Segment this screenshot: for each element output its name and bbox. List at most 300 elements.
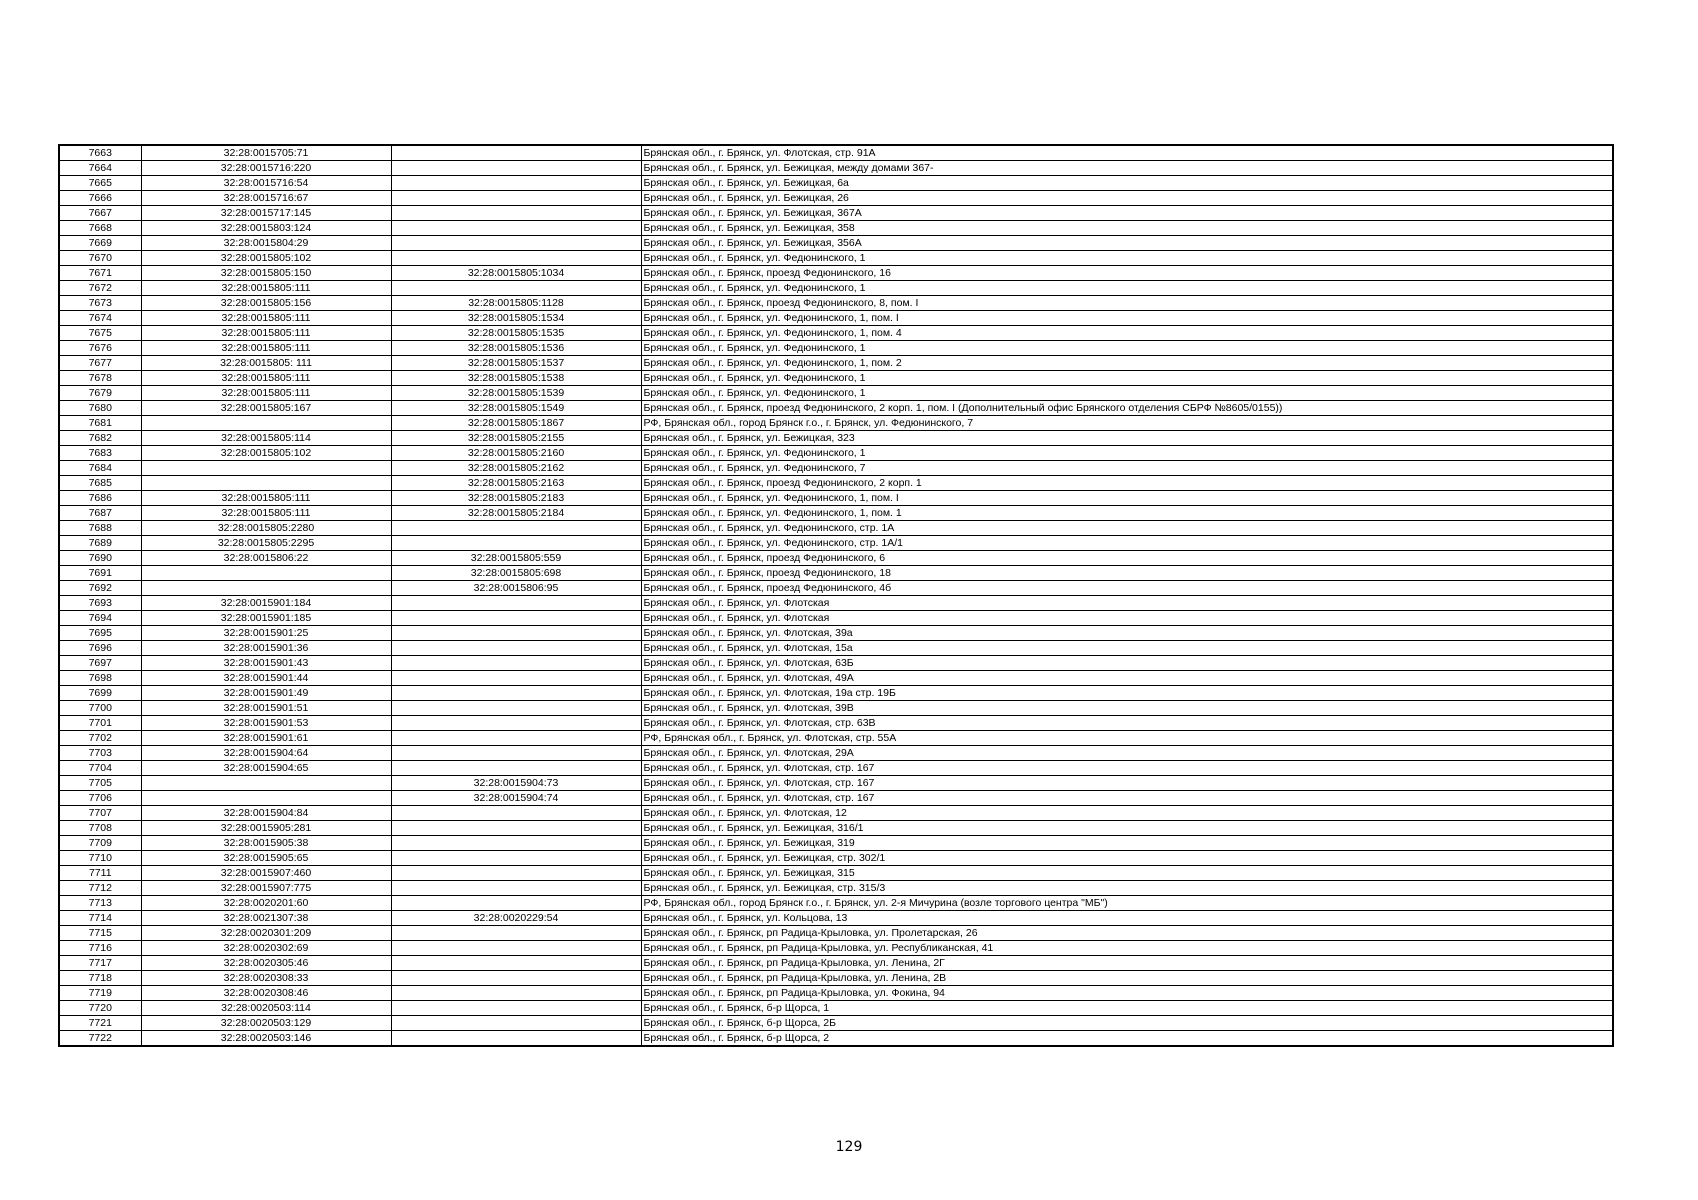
- building-number-cell: 32:28:0015805:1536: [391, 341, 641, 356]
- row-number-cell: 7708: [59, 821, 141, 836]
- land-plot-number-cell: 32:28:0015901:36: [141, 641, 391, 656]
- table-row: [59, 145, 1613, 161]
- address-cell: Брянская обл., г. Брянск, проезд Федюнинского, 2 корп. 1, пом. I (Дополнительный офис Брянского отделения СБРФ №8605/0155)): [641, 401, 1613, 416]
- row-number-cell: 7718: [59, 971, 141, 986]
- row-number-cell: 7663: [59, 145, 141, 161]
- building-number-cell: [391, 881, 641, 896]
- building-number-cell: [391, 821, 641, 836]
- building-number-cell: 32:28:0015805:1539: [391, 386, 641, 401]
- building-number-cell: [391, 221, 641, 236]
- row-number-cell: 7698: [59, 671, 141, 686]
- building-number-cell: [391, 251, 641, 266]
- table-row: [59, 881, 1613, 896]
- table-row: [59, 686, 1613, 701]
- building-number-cell: 32:28:0015805:559: [391, 551, 641, 566]
- land-plot-number-cell: 32:28:0015904:64: [141, 746, 391, 761]
- land-plot-number-cell: 32:28:0015905:65: [141, 851, 391, 866]
- table-row: [59, 521, 1613, 536]
- address-cell: Брянская обл., г. Брянск, рп Радица-Крыловка, ул. Пролетарская, 26: [641, 926, 1613, 941]
- row-number-cell: 7682: [59, 431, 141, 446]
- building-number-cell: 32:28:0015805:1549: [391, 401, 641, 416]
- table-row: [59, 536, 1613, 551]
- building-number-cell: [391, 686, 641, 701]
- land-plot-number-cell: 32:28:0020201:60: [141, 896, 391, 911]
- table-row: [59, 251, 1613, 266]
- building-number-cell: [391, 866, 641, 881]
- row-number-cell: 7710: [59, 851, 141, 866]
- address-cell: Брянская обл., г. Брянск, ул. Бежицкая, 319: [641, 836, 1613, 851]
- row-number-cell: 7665: [59, 176, 141, 191]
- address-cell: Брянская обл., г. Брянск, ул. Флотская, 29А: [641, 746, 1613, 761]
- table-row: [59, 731, 1613, 746]
- building-number-cell: [391, 956, 641, 971]
- building-number-cell: [391, 536, 641, 551]
- address-cell: Брянская обл., г. Брянск, ул. Федюнинского, 1: [641, 341, 1613, 356]
- land-plot-number-cell: 32:28:0015805:111: [141, 491, 391, 506]
- table-row: [59, 851, 1613, 866]
- building-number-cell: 32:28:0015805:1537: [391, 356, 641, 371]
- table-row: [59, 386, 1613, 401]
- table-row: [59, 776, 1613, 791]
- address-cell: Брянская обл., г. Брянск, рп Радица-Крыловка, ул. Ленина, 2В: [641, 971, 1613, 986]
- table-row: [59, 716, 1613, 731]
- row-number-cell: 7691: [59, 566, 141, 581]
- land-plot-number-cell: 32:28:0020302:69: [141, 941, 391, 956]
- row-number-cell: 7720: [59, 1001, 141, 1016]
- table-row: [59, 746, 1613, 761]
- land-plot-number-cell: 32:28:0015805:111: [141, 371, 391, 386]
- land-plot-number-cell: 32:28:0020305:46: [141, 956, 391, 971]
- row-number-cell: 7680: [59, 401, 141, 416]
- address-cell: Брянская обл., г. Брянск, ул. Бежицкая, 356А: [641, 236, 1613, 251]
- building-number-cell: [391, 851, 641, 866]
- address-cell: Брянская обл., г. Брянск, проезд Федюнинского, 18: [641, 566, 1613, 581]
- row-number-cell: 7703: [59, 746, 141, 761]
- address-cell: Брянская обл., г. Брянск, ул. Федюнинского, стр. 1А: [641, 521, 1613, 536]
- land-plot-number-cell: 32:28:0015805:111: [141, 506, 391, 521]
- address-cell: Брянская обл., г. Брянск, рп Радица-Крыловка, ул. Республиканская, 41: [641, 941, 1613, 956]
- land-plot-number-cell: 32:28:0015901:184: [141, 596, 391, 611]
- land-plot-number-cell: 32:28:0015805:111: [141, 326, 391, 341]
- address-cell: Брянская обл., г. Брянск, ул. Федюнинского, стр. 1А/1: [641, 536, 1613, 551]
- land-plot-number-cell: 32:28:0015904:65: [141, 761, 391, 776]
- table-row: [59, 461, 1613, 476]
- land-plot-number-cell: [141, 581, 391, 596]
- building-number-cell: [391, 716, 641, 731]
- address-cell: Брянская обл., г. Брянск, ул. Флотская, 15а: [641, 641, 1613, 656]
- table-row: [59, 416, 1613, 431]
- land-plot-number-cell: 32:28:0015805:111: [141, 386, 391, 401]
- table-row: [59, 626, 1613, 641]
- table-row: [59, 476, 1613, 491]
- building-number-cell: 32:28:0015805:2184: [391, 506, 641, 521]
- row-number-cell: 7693: [59, 596, 141, 611]
- land-plot-number-cell: 32:28:0015806:22: [141, 551, 391, 566]
- address-cell: Брянская обл., г. Брянск, ул. Федюнинского, 1, пом. 4: [641, 326, 1613, 341]
- table-row: [59, 491, 1613, 506]
- land-plot-number-cell: 32:28:0015805:2280: [141, 521, 391, 536]
- row-number-cell: 7685: [59, 476, 141, 491]
- table-row: [59, 956, 1613, 971]
- address-cell: Брянская обл., г. Брянск, ул. Федюнинского, 1, пом. 1: [641, 506, 1613, 521]
- table-row: [59, 806, 1613, 821]
- address-cell: Брянская обл., г. Брянск, ул. Бежицкая, 316/1: [641, 821, 1613, 836]
- address-cell: Брянская обл., г. Брянск, ул. Флотская: [641, 611, 1613, 626]
- land-plot-number-cell: 32:28:0015907:775: [141, 881, 391, 896]
- row-number-cell: 7700: [59, 701, 141, 716]
- row-number-cell: 7688: [59, 521, 141, 536]
- table-row: [59, 1001, 1613, 1016]
- building-number-cell: [391, 836, 641, 851]
- building-number-cell: 32:28:0015805:2162: [391, 461, 641, 476]
- address-cell: Брянская обл., г. Брянск, ул. Бежицкая, 6а: [641, 176, 1613, 191]
- address-cell: Брянская обл., г. Брянск, ул. Флотская, 12: [641, 806, 1613, 821]
- land-plot-number-cell: 32:28:0020503:146: [141, 1031, 391, 1047]
- row-number-cell: 7675: [59, 326, 141, 341]
- table-row: [59, 281, 1613, 296]
- building-number-cell: [391, 1031, 641, 1047]
- row-number-cell: 7702: [59, 731, 141, 746]
- table-row: [59, 701, 1613, 716]
- land-plot-number-cell: 32:28:0015805: 111: [141, 356, 391, 371]
- address-cell: Брянская обл., г. Брянск, ул. Бежицкая, 323: [641, 431, 1613, 446]
- row-number-cell: 7687: [59, 506, 141, 521]
- row-number-cell: 7677: [59, 356, 141, 371]
- row-number-cell: 7683: [59, 446, 141, 461]
- row-number-cell: 7679: [59, 386, 141, 401]
- land-plot-number-cell: 32:28:0015716:54: [141, 176, 391, 191]
- address-cell: Брянская обл., г. Брянск, ул. Федюнинского, 1, пом. 2: [641, 356, 1613, 371]
- land-plot-number-cell: 32:28:0015805:102: [141, 251, 391, 266]
- row-number-cell: 7697: [59, 656, 141, 671]
- row-number-cell: 7709: [59, 836, 141, 851]
- building-number-cell: [391, 611, 641, 626]
- address-cell: Брянская обл., г. Брянск, б-р Щорса, 1: [641, 1001, 1613, 1016]
- row-number-cell: 7722: [59, 1031, 141, 1047]
- row-number-cell: 7672: [59, 281, 141, 296]
- table-row: [59, 941, 1613, 956]
- land-plot-number-cell: 32:28:0015904:84: [141, 806, 391, 821]
- address-cell: Брянская обл., г. Брянск, ул. Бежицкая, 358: [641, 221, 1613, 236]
- building-number-cell: [391, 701, 641, 716]
- address-cell: Брянская обл., г. Брянск, б-р Щорса, 2: [641, 1031, 1613, 1047]
- address-cell: Брянская обл., г. Брянск, ул. Федюнинского, 1, пом. I: [641, 311, 1613, 326]
- table-row: [59, 176, 1613, 191]
- address-cell: Брянская обл., г. Брянск, ул. Флотская, стр. 167: [641, 791, 1613, 806]
- table-row: [59, 836, 1613, 851]
- address-cell: Брянская обл., г. Брянск, ул. Федюнинского, 1: [641, 281, 1613, 296]
- building-number-cell: 32:28:0015904:74: [391, 791, 641, 806]
- row-number-cell: 7716: [59, 941, 141, 956]
- building-number-cell: [391, 896, 641, 911]
- table-row: [59, 266, 1613, 281]
- land-plot-number-cell: 32:28:0015805:111: [141, 341, 391, 356]
- address-cell: Брянская обл., г. Брянск, ул. Бежицкая, 367А: [641, 206, 1613, 221]
- building-number-cell: [391, 806, 641, 821]
- address-cell: Брянская обл., г. Брянск, ул. Бежицкая, стр. 302/1: [641, 851, 1613, 866]
- building-number-cell: 32:28:0015805:698: [391, 566, 641, 581]
- building-number-cell: 32:28:0015805:1538: [391, 371, 641, 386]
- table-row: [59, 641, 1613, 656]
- land-plot-number-cell: 32:28:0015717:145: [141, 206, 391, 221]
- building-number-cell: [391, 626, 641, 641]
- building-number-cell: [391, 941, 641, 956]
- row-number-cell: 7666: [59, 191, 141, 206]
- address-cell: Брянская обл., г. Брянск, ул. Флотская, 39а: [641, 626, 1613, 641]
- land-plot-number-cell: 32:28:0020308:33: [141, 971, 391, 986]
- land-plot-number-cell: 32:28:0021307:38: [141, 911, 391, 926]
- address-cell: Брянская обл., г. Брянск, б-р Щорса, 2Б: [641, 1016, 1613, 1031]
- row-number-cell: 7667: [59, 206, 141, 221]
- land-plot-number-cell: 32:28:0015804:29: [141, 236, 391, 251]
- row-number-cell: 7714: [59, 911, 141, 926]
- land-plot-number-cell: 32:28:0015805:150: [141, 266, 391, 281]
- table-row: [59, 206, 1613, 221]
- row-number-cell: 7686: [59, 491, 141, 506]
- land-plot-number-cell: 32:28:0015901:185: [141, 611, 391, 626]
- land-plot-number-cell: 32:28:0015901:49: [141, 686, 391, 701]
- address-cell: Брянская обл., г. Брянск, ул. Федюнинского, 1: [641, 371, 1613, 386]
- building-number-cell: 32:28:0015805:1128: [391, 296, 641, 311]
- table-row: [59, 446, 1613, 461]
- address-cell: Брянская обл., г. Брянск, проезд Федюнинского, 6: [641, 551, 1613, 566]
- building-number-cell: [391, 596, 641, 611]
- address-cell: Брянская обл., г. Брянск, ул. Бежицкая, стр. 315/3: [641, 881, 1613, 896]
- table-row: [59, 326, 1613, 341]
- address-cell: Брянская обл., г. Брянск, проезд Федюнинского, 4б: [641, 581, 1613, 596]
- address-cell: Брянская обл., г. Брянск, проезд Федюнинского, 2 корп. 1: [641, 476, 1613, 491]
- table-row: [59, 1016, 1613, 1031]
- address-cell: РФ, Брянская обл., г. Брянск, ул. Флотская, стр. 55А: [641, 731, 1613, 746]
- row-number-cell: 7694: [59, 611, 141, 626]
- building-number-cell: [391, 986, 641, 1001]
- row-number-cell: 7717: [59, 956, 141, 971]
- land-plot-number-cell: [141, 461, 391, 476]
- land-plot-number-cell: 32:28:0020503:114: [141, 1001, 391, 1016]
- address-cell: Брянская обл., г. Брянск, ул. Флотская: [641, 596, 1613, 611]
- row-number-cell: 7701: [59, 716, 141, 731]
- address-cell: Брянская обл., г. Брянск, ул. Флотская, 63Б: [641, 656, 1613, 671]
- land-plot-number-cell: 32:28:0015716:220: [141, 161, 391, 176]
- row-number-cell: 7690: [59, 551, 141, 566]
- building-number-cell: [391, 731, 641, 746]
- address-cell: Брянская обл., г. Брянск, ул. Флотская, 49А: [641, 671, 1613, 686]
- row-number-cell: 7668: [59, 221, 141, 236]
- land-plot-number-cell: [141, 476, 391, 491]
- row-number-cell: 7696: [59, 641, 141, 656]
- table-row: [59, 896, 1613, 911]
- address-cell: Брянская обл., г. Брянск, проезд Федюнинского, 16: [641, 266, 1613, 281]
- row-number-cell: 7664: [59, 161, 141, 176]
- land-plot-number-cell: 32:28:0015805:111: [141, 311, 391, 326]
- row-number-cell: 7692: [59, 581, 141, 596]
- address-cell: Брянская обл., г. Брянск, ул. Бежицкая, между домами 367-: [641, 161, 1613, 176]
- row-number-cell: 7681: [59, 416, 141, 431]
- building-number-cell: 32:28:0015904:73: [391, 776, 641, 791]
- row-number-cell: 7704: [59, 761, 141, 776]
- land-plot-number-cell: 32:28:0015901:25: [141, 626, 391, 641]
- building-number-cell: [391, 971, 641, 986]
- land-plot-number-cell: 32:28:0015805:167: [141, 401, 391, 416]
- building-number-cell: [391, 746, 641, 761]
- address-cell: Брянская обл., г. Брянск, ул. Флотская, стр. 167: [641, 776, 1613, 791]
- land-plot-number-cell: 32:28:0020503:129: [141, 1016, 391, 1031]
- table-body: [59, 145, 1613, 1046]
- land-plot-number-cell: 32:28:0015901:44: [141, 671, 391, 686]
- table-row: [59, 911, 1613, 926]
- page-number: 129: [835, 1139, 863, 1155]
- row-number-cell: 7689: [59, 536, 141, 551]
- address-cell: Брянская обл., г. Брянск, ул. Федюнинского, 1, пом. I: [641, 491, 1613, 506]
- address-cell: Брянская обл., г. Брянск, ул. Флотская, стр. 63В: [641, 716, 1613, 731]
- land-plot-number-cell: 32:28:0015901:43: [141, 656, 391, 671]
- row-number-cell: 7719: [59, 986, 141, 1001]
- address-cell: Брянская обл., г. Брянск, ул. Федюнинского, 1: [641, 386, 1613, 401]
- address-cell: Брянская обл., г. Брянск, ул. Федюнинского, 1: [641, 251, 1613, 266]
- building-number-cell: 32:28:0015805:2183: [391, 491, 641, 506]
- table-row: [59, 551, 1613, 566]
- land-plot-number-cell: 32:28:0015705:71: [141, 145, 391, 161]
- address-cell: Брянская обл., г. Брянск, рп Радица-Крыловка, ул. Фокина, 94: [641, 986, 1613, 1001]
- table-row: [59, 971, 1613, 986]
- land-plot-number-cell: 32:28:0015901:61: [141, 731, 391, 746]
- land-plot-number-cell: 32:28:0015901:53: [141, 716, 391, 731]
- row-number-cell: 7684: [59, 461, 141, 476]
- cadastral-table: [58, 144, 1614, 1047]
- table-row: [59, 791, 1613, 806]
- building-number-cell: 32:28:0015805:2163: [391, 476, 641, 491]
- table-row: [59, 761, 1613, 776]
- row-number-cell: 7673: [59, 296, 141, 311]
- address-cell: Брянская обл., г. Брянск, рп Радица-Крыловка, ул. Ленина, 2Г: [641, 956, 1613, 971]
- table-row: [59, 161, 1613, 176]
- table-row: [59, 356, 1613, 371]
- table-row: [59, 221, 1613, 236]
- table-row: [59, 821, 1613, 836]
- building-number-cell: [391, 281, 641, 296]
- building-number-cell: 32:28:0015805:1867: [391, 416, 641, 431]
- table-row: [59, 611, 1613, 626]
- row-number-cell: 7699: [59, 686, 141, 701]
- address-cell: Брянская обл., г. Брянск, ул. Флотская, стр. 167: [641, 761, 1613, 776]
- land-plot-number-cell: 32:28:0015905:38: [141, 836, 391, 851]
- building-number-cell: [391, 176, 641, 191]
- address-cell: Брянская обл., г. Брянск, ул. Флотская, стр. 91А: [641, 145, 1613, 161]
- building-number-cell: [391, 236, 641, 251]
- table-row: [59, 986, 1613, 1001]
- table-row: [59, 596, 1613, 611]
- address-cell: Брянская обл., г. Брянск, ул. Бежицкая, 26: [641, 191, 1613, 206]
- row-number-cell: 7721: [59, 1016, 141, 1031]
- building-number-cell: 32:28:0015805:1034: [391, 266, 641, 281]
- row-number-cell: 7712: [59, 881, 141, 896]
- building-number-cell: 32:28:0015805:2160: [391, 446, 641, 461]
- building-number-cell: 32:28:0015805:1535: [391, 326, 641, 341]
- address-cell: Брянская обл., г. Брянск, ул. Флотская, 19а стр. 19Б: [641, 686, 1613, 701]
- table-row: [59, 581, 1613, 596]
- address-cell: Брянская обл., г. Брянск, ул. Федюнинского, 1: [641, 446, 1613, 461]
- land-plot-number-cell: 32:28:0015716:67: [141, 191, 391, 206]
- table-row: [59, 1031, 1613, 1047]
- table-row: [59, 926, 1613, 941]
- row-number-cell: 7674: [59, 311, 141, 326]
- land-plot-number-cell: 32:28:0020308:46: [141, 986, 391, 1001]
- table-row: [59, 401, 1613, 416]
- land-plot-number-cell: 32:28:0015901:51: [141, 701, 391, 716]
- row-number-cell: 7695: [59, 626, 141, 641]
- land-plot-number-cell: 32:28:0015805:102: [141, 446, 391, 461]
- building-number-cell: 32:28:0015806:95: [391, 581, 641, 596]
- address-cell: РФ, Брянская обл., город Брянск г.о., г. Брянск, ул. Федюнинского, 7: [641, 416, 1613, 431]
- table-row: [59, 566, 1613, 581]
- land-plot-number-cell: [141, 566, 391, 581]
- land-plot-number-cell: [141, 776, 391, 791]
- land-plot-number-cell: 32:28:0015805:111: [141, 281, 391, 296]
- address-cell: Брянская обл., г. Брянск, ул. Бежицкая, 315: [641, 866, 1613, 881]
- row-number-cell: 7713: [59, 896, 141, 911]
- row-number-cell: 7678: [59, 371, 141, 386]
- land-plot-number-cell: 32:28:0015907:460: [141, 866, 391, 881]
- table-row: [59, 191, 1613, 206]
- building-number-cell: 32:28:0015805:2155: [391, 431, 641, 446]
- building-number-cell: [391, 1001, 641, 1016]
- table-row: [59, 671, 1613, 686]
- table-row: [59, 431, 1613, 446]
- address-cell: Брянская обл., г. Брянск, проезд Федюнинского, 8, пом. I: [641, 296, 1613, 311]
- land-plot-number-cell: [141, 791, 391, 806]
- row-number-cell: 7715: [59, 926, 141, 941]
- land-plot-number-cell: [141, 416, 391, 431]
- row-number-cell: 7670: [59, 251, 141, 266]
- building-number-cell: [391, 521, 641, 536]
- building-number-cell: [391, 145, 641, 161]
- building-number-cell: 32:28:0015805:1534: [391, 311, 641, 326]
- row-number-cell: 7676: [59, 341, 141, 356]
- row-number-cell: 7711: [59, 866, 141, 881]
- address-cell: Брянская обл., г. Брянск, ул. Кольцова, 13: [641, 911, 1613, 926]
- table-row: [59, 506, 1613, 521]
- table-row: [59, 341, 1613, 356]
- building-number-cell: [391, 1016, 641, 1031]
- address-cell: Брянская обл., г. Брянск, ул. Флотская, 39В: [641, 701, 1613, 716]
- building-number-cell: [391, 641, 641, 656]
- table-row: [59, 311, 1613, 326]
- table-row: [59, 371, 1613, 386]
- land-plot-number-cell: 32:28:0015805:114: [141, 431, 391, 446]
- address-cell: РФ, Брянская обл., город Брянск г.о., г. Брянск, ул. 2-я Мичурина (возле торгового центра "МБ"): [641, 896, 1613, 911]
- building-number-cell: [391, 761, 641, 776]
- row-number-cell: 7705: [59, 776, 141, 791]
- building-number-cell: [391, 671, 641, 686]
- row-number-cell: 7669: [59, 236, 141, 251]
- land-plot-number-cell: 32:28:0015805:156: [141, 296, 391, 311]
- table-row: [59, 296, 1613, 311]
- building-number-cell: [391, 191, 641, 206]
- building-number-cell: [391, 926, 641, 941]
- row-number-cell: 7707: [59, 806, 141, 821]
- table-row: [59, 656, 1613, 671]
- land-plot-number-cell: 32:28:0015803:124: [141, 221, 391, 236]
- building-number-cell: [391, 206, 641, 221]
- table-row: [59, 236, 1613, 251]
- row-number-cell: 7706: [59, 791, 141, 806]
- building-number-cell: [391, 161, 641, 176]
- land-plot-number-cell: 32:28:0020301:209: [141, 926, 391, 941]
- address-cell: Брянская обл., г. Брянск, ул. Федюнинского, 7: [641, 461, 1613, 476]
- table-row: [59, 866, 1613, 881]
- land-plot-number-cell: 32:28:0015805:2295: [141, 536, 391, 551]
- row-number-cell: 7671: [59, 266, 141, 281]
